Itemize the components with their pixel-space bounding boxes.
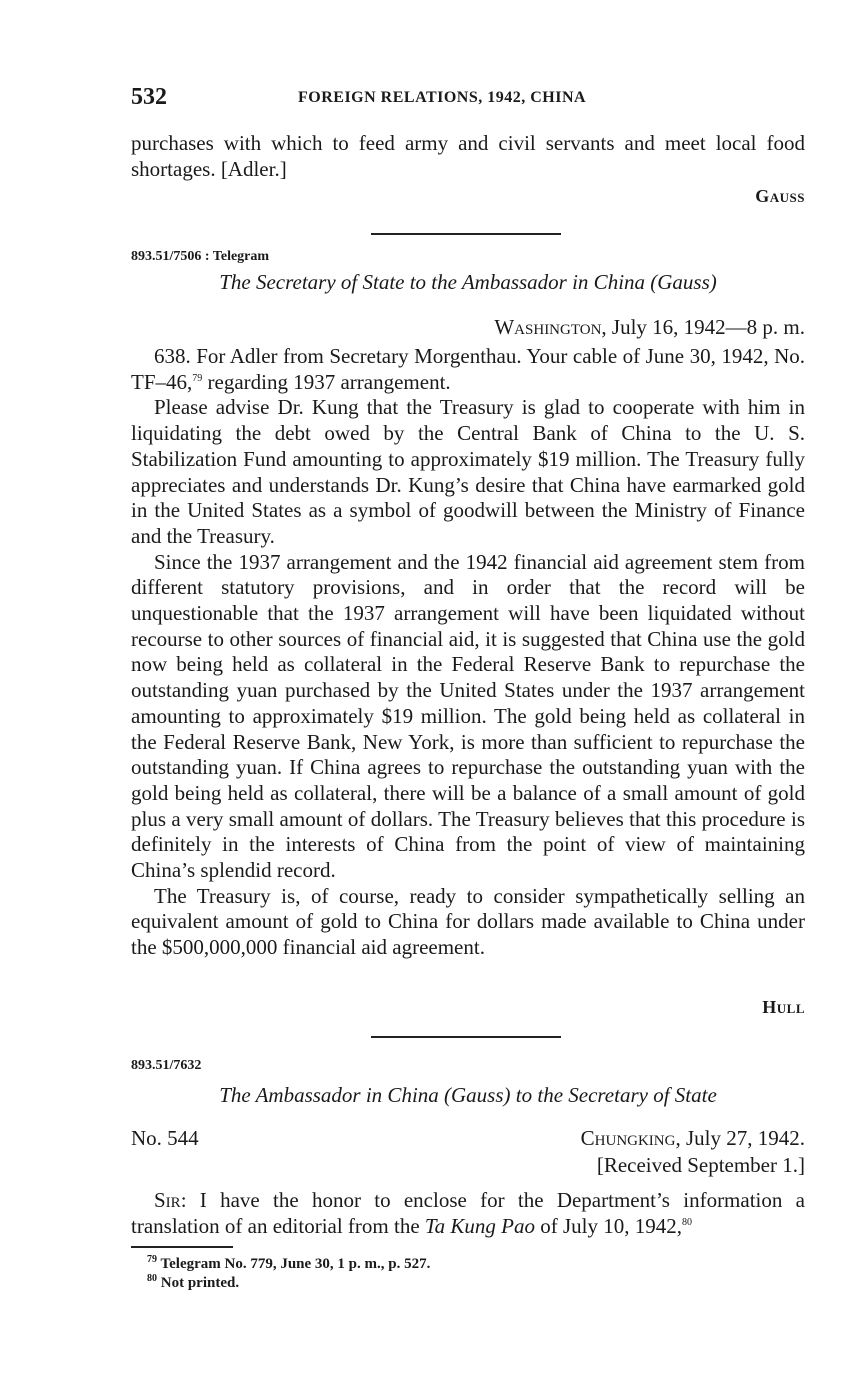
salutation: Sir xyxy=(154,1188,181,1212)
file-reference: 893.51/7632 xyxy=(131,1058,202,1073)
footnote-marker: 79 xyxy=(192,372,203,384)
paragraph: Since the 1937 arrangement and the 1942 financial aid agreement stem from different statutory provisions, and in order that the record will be unquestionable that the 1937 arrangement will have been liquidated without recourse to other sources of financial aid, it is suggested that China use the gold now being held as collateral in the Federal Reserve Bank to repurchase the outstanding yuan purchased by the United States under the 1937 arrangement amounting to approximately $19 million. The gold being held as collateral in the Federal Reserve Bank, New York, is more than sufficient to repurchase the outstanding yuan. If China agrees to repurchase the outstanding yuan with the gold being held as collateral, there will be a balance of a small amount of gold plus a very small amount of dollars. The Treasury believes that this procedure is definitely in the interests of China from the point of view of maintaining China’s splendid record. xyxy=(131,549,805,883)
document-heading: The Ambassador in China (Gauss) to the Secretary of State xyxy=(219,1083,717,1107)
continuation-text: purchases with which to feed army and civil servants and meet local food shortages. [Adler.] xyxy=(131,131,805,181)
dateline-place: Washington xyxy=(494,315,602,339)
document-heading: The Secretary of State to the Ambassador in China (Gauss) xyxy=(219,270,717,294)
despatch-body xyxy=(131,1188,805,1239)
section-divider xyxy=(371,233,561,235)
footnote-number: 79 xyxy=(147,1254,157,1265)
dateline xyxy=(581,1126,805,1151)
signer-gauss: Gauss xyxy=(755,186,805,206)
footnote-marker: 80 xyxy=(682,1216,693,1228)
paragraph xyxy=(131,1188,805,1239)
file-reference: 893.51/7506 : Telegram xyxy=(131,249,270,264)
newspaper-title: Ta Kung Pao xyxy=(424,1213,536,1238)
signer-hull: Hull xyxy=(762,997,805,1017)
dateline-date: , July 16, 1942—8 p. m. xyxy=(601,315,805,339)
paragraph: The Treasury is, of course, ready to consider sympathetically selling an equivalent amount of gold to China for dollars made available to China under the $500,000,000 financial aid agreement. xyxy=(131,883,805,960)
section-divider xyxy=(371,1036,561,1038)
paragraph xyxy=(131,344,805,395)
paragraph-text: regarding 1937 arrangement. xyxy=(202,369,451,394)
footnote xyxy=(147,1275,239,1292)
footnote-number: 80 xyxy=(147,1273,157,1284)
paragraph-text: 638. For Adler from Secretary Morgenthau. Your cable of June 30, 1942, No. TF–46, xyxy=(131,344,805,394)
dateline xyxy=(494,315,805,340)
paragraph-text: : I have the honor to enclose for the Department’s information a translation of an editorial from the xyxy=(131,1188,805,1238)
paragraph-text: of July 10, 1942, xyxy=(535,1213,683,1238)
footnote-text: Telegram No. 779, June 30, 1 p. m., p. 527. xyxy=(160,1256,431,1272)
footnote xyxy=(147,1256,430,1273)
page-number: 532 xyxy=(131,84,167,110)
despatch-number: No. 544 xyxy=(131,1126,199,1150)
dateline-place: Chungking xyxy=(580,1126,676,1150)
footnote-text: Not printed. xyxy=(160,1275,240,1291)
dateline-date: , July 27, 1942. xyxy=(675,1126,805,1150)
received-date: [Received September 1.] xyxy=(596,1153,805,1177)
footnote-rule xyxy=(131,1246,233,1248)
paragraph: Please advise Dr. Kung that the Treasury is glad to cooperate with him in liquidating the debt owed by the Central Bank of China to the U. S. Stabilization Fund amounting to approximately $19 million. The Treasury fully appreciates and understands Dr. Kung’s desire that China have earmarked gold in the United States as a symbol of goodwill between the Ministry of Finance and the Treasury. xyxy=(131,395,805,548)
telegram-body xyxy=(131,344,805,961)
running-head: FOREIGN RELATIONS, 1942, CHINA xyxy=(298,89,587,106)
continuation-paragraph xyxy=(131,131,805,182)
